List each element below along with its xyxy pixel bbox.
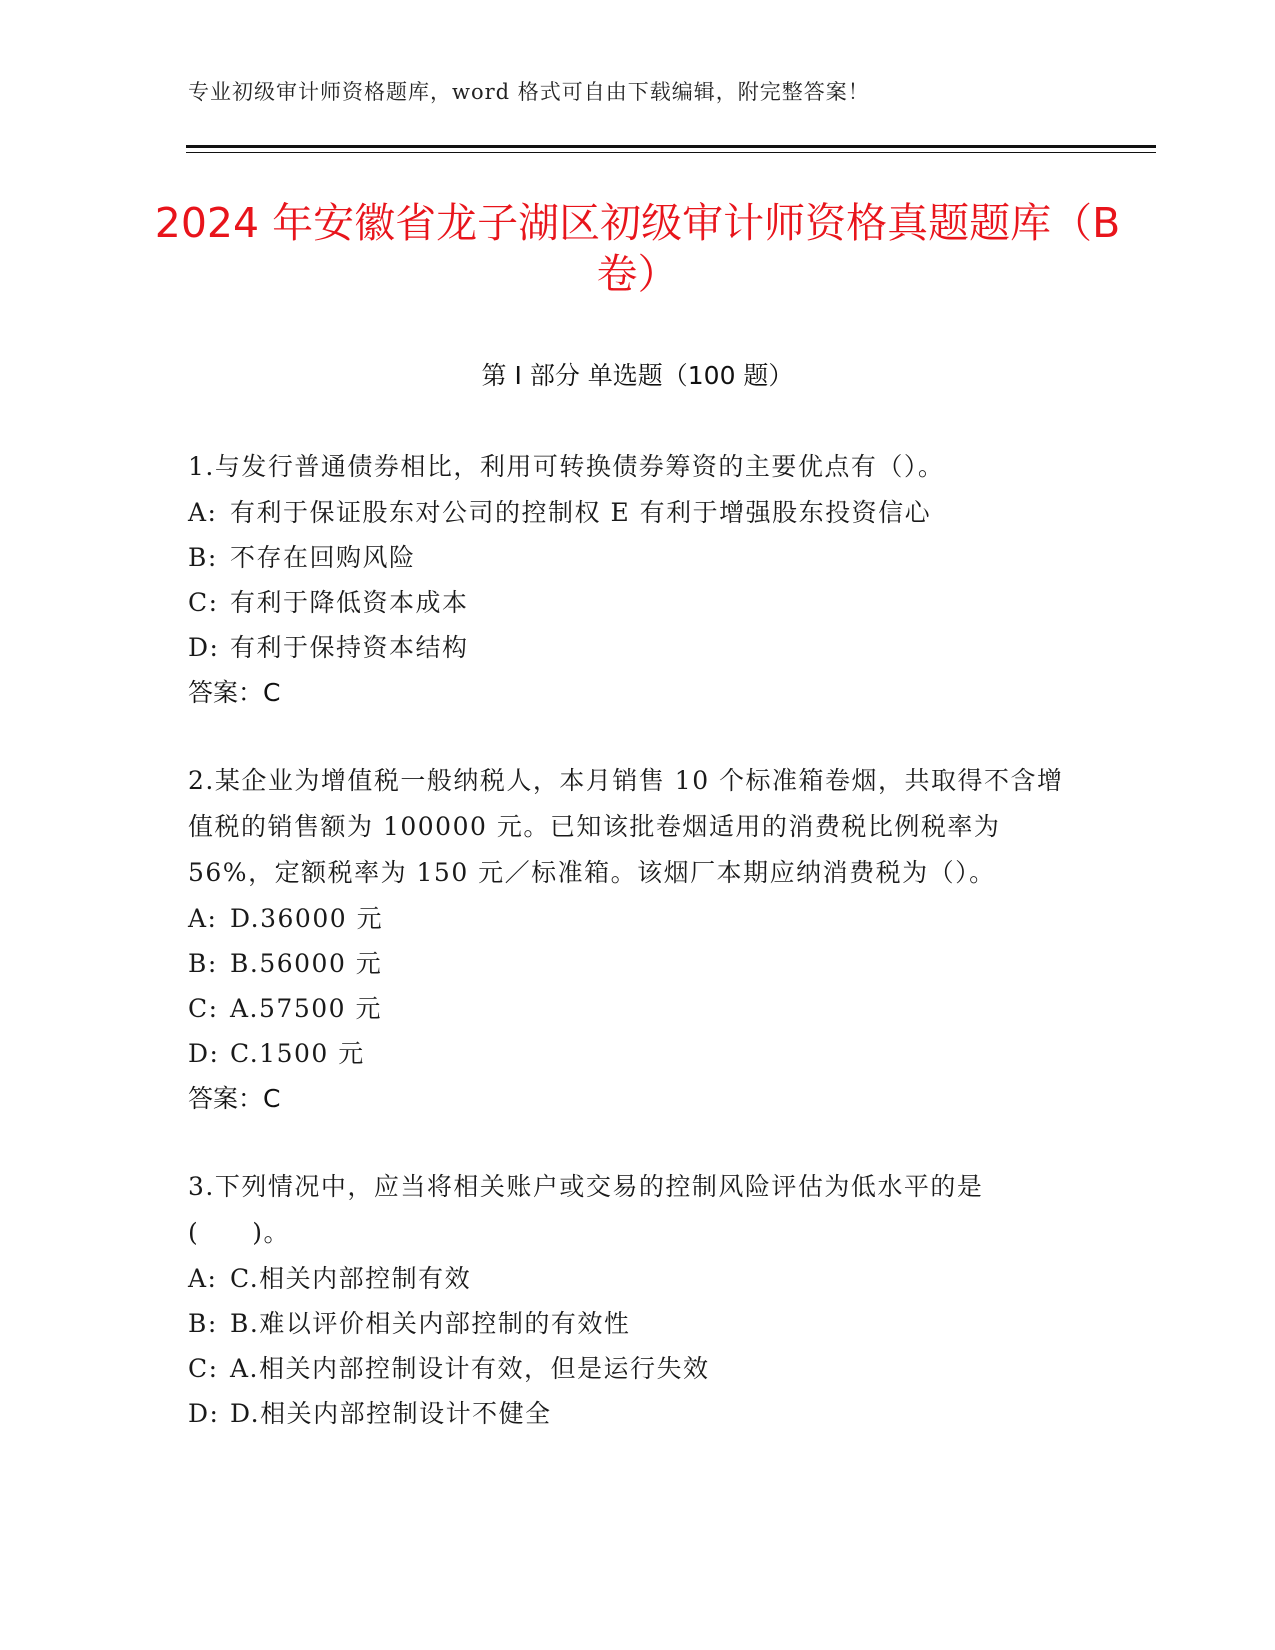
option-key: D: <box>188 633 220 662</box>
option-key: A: <box>188 904 218 933</box>
option-text: B.难以评价相关内部控制的有效性 <box>230 1309 631 1338</box>
question-stem: 2.某企业为增值税一般纳税人，本月销售 10 个标准箱卷烟，共取得不含增值税的销售额为 100000 元。已知该批卷烟适用的消费税比例税率为 56%，定额税率为 150 元／标准箱。该烟厂本期应纳消费税为（）。 <box>188 766 1064 887</box>
option-a <box>188 896 1078 941</box>
option-c <box>188 1346 1078 1391</box>
option-text: B.56000 元 <box>230 949 383 978</box>
option-c <box>188 986 1078 1031</box>
question-list <box>188 444 1078 1478</box>
option-text: 有利于降低资本成本 <box>230 588 469 617</box>
option-text: D.36000 元 <box>230 904 384 933</box>
answer-line: 答案：C <box>188 678 281 707</box>
option-key: A: <box>188 498 218 527</box>
header-divider-thick <box>186 145 1156 148</box>
option-text: A.57500 元 <box>230 994 382 1023</box>
header-note: 专业初级审计师资格题库，word 格式可自由下载编辑，附完整答案！ <box>188 80 870 104</box>
option-b <box>188 1301 1078 1346</box>
option-text: C.相关内部控制有效 <box>230 1264 472 1293</box>
option-key: C: <box>188 588 219 617</box>
question-2 <box>188 758 1078 1122</box>
option-b <box>188 941 1078 986</box>
option-text: D.相关内部控制设计不健全 <box>230 1399 552 1428</box>
question-3 <box>188 1164 1078 1436</box>
option-key: B: <box>188 1309 218 1338</box>
option-text: 不存在回购风险 <box>230 543 416 572</box>
option-key: C: <box>188 1354 219 1383</box>
answer-line: 答案：C <box>188 1084 281 1113</box>
section-heading: 第 I 部分 单选题（100 题） <box>481 361 794 390</box>
question-stem: 1.与发行普通债券相比，利用可转换债券筹资的主要优点有（）。 <box>188 452 945 481</box>
header-divider-thin <box>186 152 1156 153</box>
option-key: B: <box>188 949 218 978</box>
option-text: 有利于保证股东对公司的控制权 E 有利于增强股东投资信心 <box>230 498 932 527</box>
option-b <box>188 535 1078 580</box>
option-d <box>188 1391 1078 1436</box>
option-key: D: <box>188 1039 220 1068</box>
question-1 <box>188 444 1078 716</box>
option-d <box>188 625 1078 670</box>
option-a <box>188 490 1078 535</box>
option-c <box>188 580 1078 625</box>
option-text: C.1500 元 <box>230 1039 365 1068</box>
option-key: B: <box>188 543 218 572</box>
option-key: D: <box>188 1399 220 1428</box>
option-d <box>188 1031 1078 1076</box>
option-key: C: <box>188 994 219 1023</box>
option-key: A: <box>188 1264 218 1293</box>
option-text: 有利于保持资本结构 <box>230 633 469 662</box>
document-title: 2024 年安徽省龙子湖区初级审计师资格真题题库（B 卷） <box>154 199 1121 298</box>
option-text: A.相关内部控制设计有效，但是运行失效 <box>230 1354 710 1383</box>
option-a <box>188 1256 1078 1301</box>
question-stem: 3.下列情况中，应当将相关账户或交易的控制风险评估为低水平的是( )。 <box>188 1172 984 1247</box>
